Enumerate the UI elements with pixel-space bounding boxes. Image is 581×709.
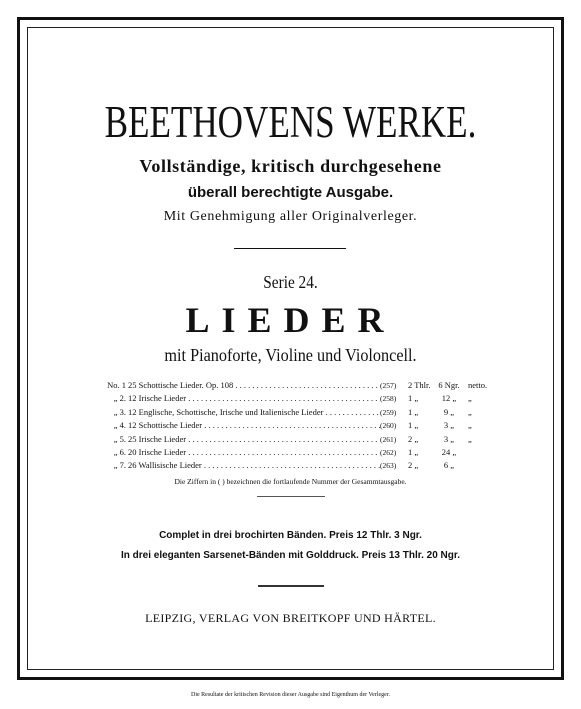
work-price-suffix: „ <box>468 420 472 431</box>
footer-notice: Die Resultate der kritischen Revision dieser Ausgabe sind Eigenthum der Verleger. <box>190 692 390 698</box>
work-price-groschen: 9 „ <box>443 406 455 417</box>
work-number: No. 1 <box>107 380 126 390</box>
work-price-thaler: 1 „ <box>408 393 419 404</box>
work-number: „ 6. <box>113 446 126 457</box>
work-price-groschen: 3 „ <box>443 420 455 431</box>
work-number: „ 5. <box>113 433 126 444</box>
list-item <box>96 446 496 459</box>
ornament-rule <box>258 585 324 587</box>
work-price-thaler: 1 „ <box>408 420 419 431</box>
work-price-thaler: 2 „ <box>408 433 419 444</box>
list-item <box>96 406 496 419</box>
work-price-thaler: 2 „ <box>408 460 419 471</box>
work-description: 20 Irische Lieder . . . <box>128 446 380 459</box>
series-instruments: mit Pianoforte, Violine und Violoncell. <box>164 345 417 365</box>
work-price-groschen: 6 Ngr. <box>438 380 460 390</box>
work-number: „ 3. <box>113 406 126 417</box>
publisher-imprint: LEIPZIG, VERLAG VON BREITKOPF UND HÄRTEL. <box>145 611 436 625</box>
work-description: 12 Irische Lieder . . . <box>128 392 380 405</box>
work-price-suffix: „ <box>468 433 472 444</box>
work-description: 26 Wallisische Lieder . . . <box>128 459 380 472</box>
work-number: „ 7. <box>113 460 126 471</box>
work-price-thaler: 1 „ <box>408 446 419 457</box>
work-serial: (260) <box>380 419 404 432</box>
work-serial: (259) <box>380 406 404 419</box>
work-serial: (257) <box>380 379 404 392</box>
list-item <box>96 459 496 472</box>
work-price-suffix: „ <box>468 393 472 404</box>
work-description: 12 Schottische Lieder . . . <box>128 419 380 432</box>
divider-rule <box>234 248 346 249</box>
price-complete-sarsenet: In drei eleganten Sarsenet-Bänden mit Golddruck. Preis 13 Thlr. 20 Ngr. <box>121 550 460 561</box>
page-title: BEETHOVENS WERKE. <box>104 97 477 147</box>
subtitle-critical-edition: Vollständige, kritisch durchgesehene <box>139 156 442 176</box>
work-serial: (262) <box>380 446 404 459</box>
work-serial: (263) <box>380 459 404 472</box>
subtitle-permission: Mit Genehmigung aller Originalverleger. <box>163 209 418 224</box>
work-number: „ 4. <box>113 420 126 431</box>
footnote: Die Ziffern in ( ) bezeichnen die fortlaufende Nummer der Gesammtausgabe. <box>174 477 407 486</box>
list-item <box>96 379 496 392</box>
series-title: LIEDER <box>185 300 396 340</box>
work-serial: (261) <box>380 433 404 446</box>
list-item <box>96 433 496 446</box>
work-price-suffix: netto. <box>468 380 488 390</box>
work-description: 25 Irische Lieder . . . <box>128 433 380 446</box>
subtitle-authorized-edition: überall berechtigte Ausgabe. <box>187 184 394 201</box>
work-price-groschen: 12 „ <box>441 393 457 404</box>
list-item <box>96 392 496 405</box>
series-label: Serie 24. <box>263 272 318 292</box>
work-price-thaler: 2 Thlr. <box>408 380 431 390</box>
price-complete-broschiert: Complet in drei brochirten Bänden. Preis 12 Thlr. 3 Ngr. <box>159 530 422 541</box>
work-price-suffix: „ <box>468 406 472 417</box>
work-description: 12 Englische, Schottische, Irische und Italienische Lieder . . . <box>128 406 380 419</box>
work-price-groschen: 6 „ <box>443 460 455 471</box>
list-item <box>96 419 496 432</box>
work-serial: (258) <box>380 392 404 405</box>
work-price-groschen: 3 „ <box>443 433 455 444</box>
work-description: 25 Schottische Lieder. Op. 108 . . . <box>128 379 380 392</box>
work-number: „ 2. <box>113 393 126 404</box>
work-price-groschen: 24 „ <box>441 446 457 457</box>
works-list <box>96 379 496 473</box>
work-price-thaler: 1 „ <box>408 406 419 417</box>
divider-rule <box>257 496 325 497</box>
